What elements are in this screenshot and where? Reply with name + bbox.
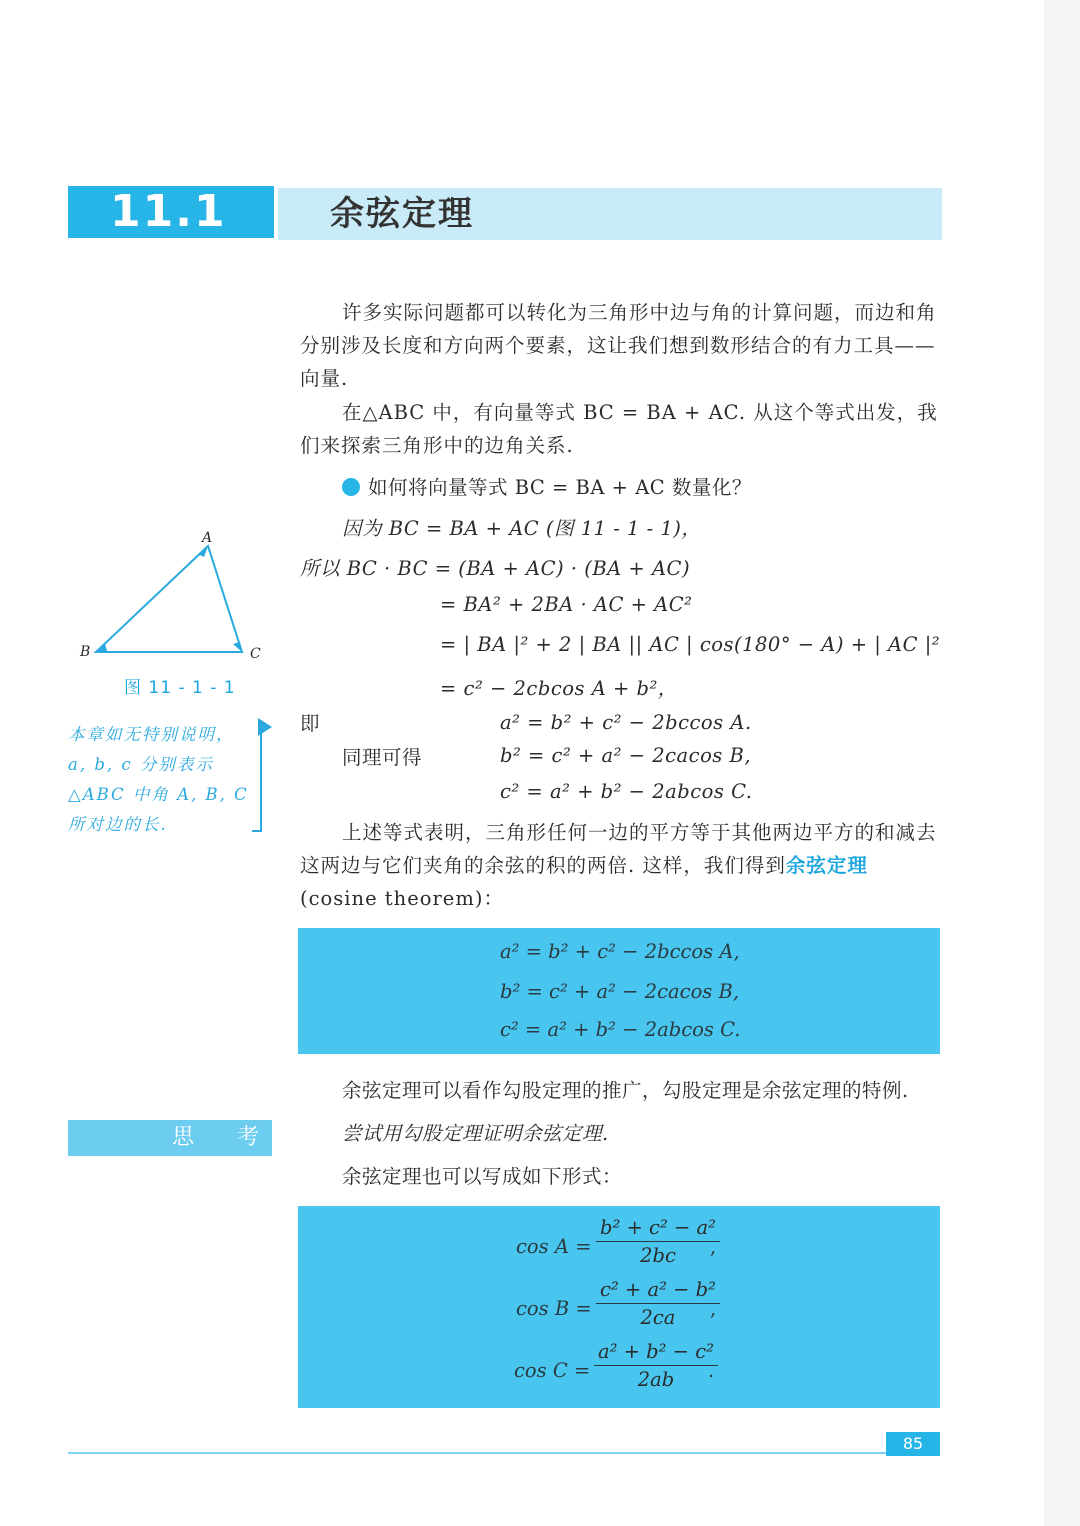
summary-text: 上述等式表明，三角形任何一边的平方等于其他两边平方的和减去这两边与它们夹角的余弦的积的两倍. 这样，我们得到 bbox=[300, 821, 937, 877]
footer-rule bbox=[68, 1452, 940, 1454]
derivation-line-1: 因为 BC = BA + AC (图 11 - 1 - 1)， bbox=[342, 517, 702, 540]
derivation-line-2: 所以 BC · BC = (BA + AC) · (BA + AC) bbox=[300, 557, 691, 580]
cosine-form-box bbox=[298, 1206, 940, 1408]
ji-formula: a² = b² + c² − 2bccos A. bbox=[500, 711, 752, 734]
theorem-box bbox=[298, 928, 940, 1054]
derivation-line-5: = c² − 2cbcos A + b²， bbox=[440, 677, 678, 700]
intro-paragraph-2: 在△ABC 中，有向量等式 BC = BA + AC. 从这个等式出发，我们来探索三角形中的边角关系. bbox=[300, 401, 938, 457]
cos-b-fraction bbox=[596, 1278, 720, 1329]
theorem-formula-a: a² = b² + c² − 2bccos A, bbox=[500, 940, 740, 963]
side-note-bracket bbox=[252, 720, 262, 832]
vertex-label-b: B bbox=[80, 644, 91, 660]
cos-b-lhs: cos B = bbox=[516, 1297, 592, 1320]
intro-paragraph-1: 许多实际问题都可以转化为三角形中边与角的计算问题，而边和角分别涉及长度和方向两个要素，这让我们想到数形结合的有力工具——向量. bbox=[300, 301, 937, 390]
cos-c-lhs: cos C = bbox=[514, 1359, 591, 1382]
guiding-question bbox=[342, 472, 752, 500]
derivation-line-3: = BA² + 2BA · AC + AC² bbox=[440, 593, 693, 616]
vertex-label-c: C bbox=[250, 646, 261, 662]
remark: 余弦定理可以看作勾股定理的推广，勾股定理是余弦定理的特例. bbox=[342, 1079, 909, 1102]
cos-b-comma: , bbox=[710, 1297, 717, 1320]
cos-a-comma: , bbox=[710, 1235, 717, 1258]
tongli-formula-1: b² = c² + a² − 2cacos B, bbox=[500, 744, 752, 767]
arrowhead-c-icon bbox=[233, 642, 242, 652]
think-prompt: 尝试用勾股定理证明余弦定理. bbox=[342, 1122, 609, 1145]
page-edge bbox=[1044, 0, 1080, 1526]
cos-c-period: . bbox=[708, 1359, 715, 1382]
theorem-formula-c: c² = a² + b² − 2abcos C. bbox=[500, 1018, 741, 1041]
tongli-formula-2: c² = a² + b² − 2abcos C. bbox=[500, 780, 753, 803]
summary-english: (cosine theorem)： bbox=[300, 887, 504, 910]
guiding-question-text: 如何将向量等式 BC = BA + AC 数量化？ bbox=[368, 476, 752, 499]
think-label: 思 考 bbox=[172, 1125, 277, 1150]
cos-a-denominator: 2bc bbox=[640, 1244, 676, 1267]
side-note-flag-icon bbox=[258, 718, 272, 736]
triangle-figure bbox=[70, 530, 270, 670]
cos-c-numerator: a² + b² − c² bbox=[594, 1340, 718, 1366]
cos-a-lhs: cos A = bbox=[516, 1235, 592, 1258]
page-number: 85 bbox=[886, 1432, 940, 1456]
cos-b-denominator: 2ca bbox=[640, 1306, 676, 1329]
triangle-abc bbox=[96, 546, 242, 652]
section-number: 11.1 bbox=[110, 186, 227, 237]
derivation-line-4: = | BA |² + 2 | BA || AC | cos(180° − A) + | AC |² bbox=[440, 633, 941, 656]
summary-paragraph bbox=[300, 816, 942, 915]
alt-form-intro: 余弦定理也可以写成如下形式： bbox=[342, 1165, 623, 1188]
figure-caption: 图 11 - 1 - 1 bbox=[124, 678, 236, 698]
arrowhead-b-icon bbox=[96, 644, 107, 652]
cos-c-fraction bbox=[594, 1340, 718, 1391]
keyword-cosine-theorem: 余弦定理 bbox=[785, 854, 868, 877]
ji-label: 即 bbox=[300, 712, 321, 735]
tongli-label: 同理可得 bbox=[342, 746, 423, 769]
cos-a-numerator: b² + c² − a² bbox=[596, 1216, 720, 1242]
side-note: 本章如无特别说明，a, b, c 分别表示△ABC 中角 A, B, C 所对边的长. bbox=[68, 725, 249, 834]
bullet-dot-icon bbox=[342, 478, 360, 496]
vertex-label-a: A bbox=[202, 530, 213, 546]
cos-b-numerator: c² + a² − b² bbox=[596, 1278, 720, 1304]
section-title: 余弦定理 bbox=[330, 194, 474, 234]
cos-c-denominator: 2ab bbox=[637, 1368, 675, 1391]
cos-a-fraction bbox=[596, 1216, 720, 1267]
theorem-formula-b: b² = c² + a² − 2cacos B, bbox=[500, 980, 740, 1003]
